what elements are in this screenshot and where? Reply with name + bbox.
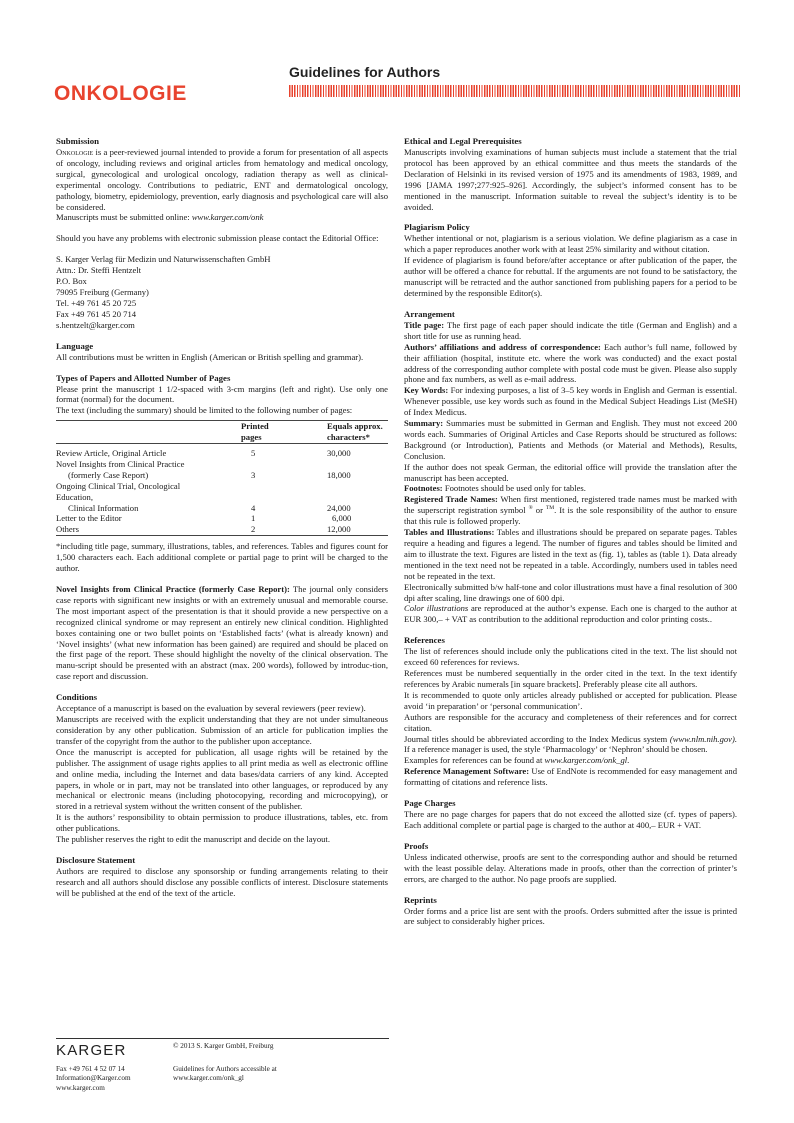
affiliations-rule: Authors’ affiliations and address of correspondence: Each author’s full name, followed by their affiliation (hospital, institute etc. where the work was conducted) and the exact postal address of the corresponding author complete with postal code must be given. Please also supply phone and fax numbers, as well as e-mail address.: [404, 341, 737, 385]
footer-contact: [56, 1065, 131, 1093]
address-line: Fax +49 761 45 20 714: [56, 308, 137, 319]
table-row: Letter to the Editor 1 6,000: [56, 513, 352, 524]
submission-body: Onkologie is a peer-reviewed journal intended to provide a forum for presentation of all aspects of oncology, including reviews and original articles from hematology and medical oncology, surgical, gynecological and urological oncology, radiation therapy as well as clinical-experimental oncology. Contributions to pediatric, ENT and dermatological oncology, pathology, biometry, epidemiology, prevention, early diagnosis and psychological care will also be considered.: [56, 147, 388, 212]
footer-fax: Fax +49 761 4 52 07 14: [56, 1065, 125, 1073]
submission-problems: Should you have any problems with electronic submission please contact the Editorial Office:: [56, 233, 379, 244]
registered-symbol: ®: [528, 505, 533, 512]
table-row: Review Article, Original Article 5 30,000: [56, 448, 351, 459]
types-body-1: Please print the manuscript 1 1/2-spaced with 3-cm margins (left and right). Use only one format (normal) for the document.: [56, 383, 388, 405]
proofs-heading: Proofs: [404, 840, 429, 851]
karger-logo: KARGER: [56, 1042, 127, 1059]
address-email-link[interactable]: s.hentzelt@karger.com: [56, 319, 135, 330]
address-line: Tel. +49 761 45 20 725: [56, 297, 137, 308]
footer-website-link[interactable]: www.karger.com: [56, 1083, 105, 1092]
conditions-heading: Conditions: [56, 692, 98, 703]
submission-online: Manuscripts must be submitted online: www.karger.com/onk: [56, 212, 264, 223]
pages-table: [56, 420, 388, 536]
plagiarism-body-1: Whether intentional or not, plagiarism is a serious violation. We define plagiarism as a case in which a paper reproduces another work with at least 25% similarity and without citation.: [404, 233, 737, 255]
color-illustrations-rule: Color illustrations are reproduced at the author’s expense. Each one is charged to the author at EUR 300,– + VAT as contribution to the additional reproduction and color printing costs..: [404, 603, 737, 625]
submission-url-link[interactable]: www.karger.com/onk: [191, 212, 264, 223]
charges-body: There are no page charges for papers that do not exceed the allotted size (cf. types of papers). Each additional complete or partial page is charged to the author at 400,– EUR + VAT.: [404, 809, 737, 830]
types-footnote: *including title page, summary, illustrations, tables, and references. Tables and figures count for 1,500 characters each. Each additional complete or partial page to print will be charged to the author.: [56, 541, 388, 574]
journal-name: Onkologie: [56, 147, 94, 157]
plagiarism-heading: Plagiarism Policy: [404, 222, 470, 233]
col-header-pages: Printed pages: [241, 421, 269, 443]
tables-illustrations-rule: Tables and Illustrations: Tables and illustrations should be prepared on separate pages. Tables require a heading and figures a legend. The number of figures and tables should be limited and aim to illustrate the text. Figures are listed in the text as (fig. 1), tables as (table 1). Data already mentioned in the text need not be repeated in a table. Accordingly, numbers used in tables need not be repeated in the text.: [404, 527, 737, 581]
address-line: 79095 Freiburg (Germany): [56, 286, 149, 297]
types-body-2: The text (including the summary) should be limited to the following number of pages:: [56, 405, 353, 416]
table-row: Novel Insights from Clinical Practice (formerly Case Report) 3 18,000: [56, 458, 351, 480]
charges-heading: Page Charges: [404, 798, 456, 809]
ethical-body: Manuscripts involving examinations of human subjects must include a statement that the trial protocol has been approved by an ethical committee and thus meets the standards of the Declaration of Helsinki in its revised version of 1975 and its amendments of 1983, 1989, and 1996 [JAMA 1997;277:925–926]. Accordingly, the subject’s informed consent has to be mentioned in the manuscript. Information suitable to reveal the subject’s identity is to be avoided.: [404, 147, 737, 212]
language-body: All contributions must be written in English (American or British spelling and grammar).: [56, 351, 364, 362]
footer-guidelines-link[interactable]: www.karger.com/onk_gl: [173, 1074, 244, 1083]
references-paragraph: The list of references should include only the publications cited in the text. The list should not exceed 60 references for reviews.: [404, 646, 737, 668]
address-line: S. Karger Verlag für Medizin und Naturwissenschaften GmbH: [56, 254, 271, 265]
table-row: Others 2 12,000: [56, 524, 351, 535]
reprints-body: Order forms and a price list are sent with the proofs. Orders submitted after the issue is printed are subject to considerably higher prices.: [404, 905, 737, 927]
nlm-link[interactable]: (www.nlm.nih.gov).: [669, 733, 737, 744]
references-paragraph: References must be numbered sequentially in the order cited in the text. In the text identify references by Arabic numerals [in square brackets]. Preferably please cite all authors.: [404, 668, 737, 689]
conditions-paragraph: It is the authors’ responsibility to obtain permission to produce illustrations, tables, etc. from other publications.: [56, 812, 388, 834]
left-column: [56, 136, 388, 899]
novel-insights: Novel Insights from Clinical Practice (formerly Case Report): The journal only considers case reports with significant new insights or with an extremely unusual and memorable course. The most important aspect of the presentation is that it should provide a new perspective on a recognized clinical syndrome or may represent an entirely new clinical condition. Highlighted boxes containing one or two bullet points on ‘Established facts’ (what is already known) and ‘Novel insights’ (what new information has been gained) are required and should be placed on the first page of the report. These should highlight the novelty of the clinical observation. The manu-script should be presented with an abstract (max. 200 words), followed by introduc-tion, case report and discussion.: [56, 584, 388, 682]
footer-copyright: © 2013 S. Karger GmbH, Freiburg: [173, 1042, 274, 1050]
language-heading: Language: [56, 340, 94, 351]
conditions-paragraph: Once the manuscript is accepted for publication, all usage rights will be retained by the publisher. The assignment of usage rights applies to all print media as well as electronic offline and online media, including the Internet and data bases/data carriers of any kind. Accepted papers, in whole or in part, may not be translated into other languages, or reproduced by any mechanical or electronic means (including photocopying, recording and microcopying), or stored in a retrieval system without the written consent of the publisher.: [56, 746, 388, 812]
address-line: Attn.: Dr. Steffi Hentzelt: [56, 265, 142, 276]
arrangement-heading: Arrangement: [404, 308, 455, 319]
submission-heading: Submission: [56, 136, 100, 146]
reprints-heading: Reprints: [404, 894, 437, 905]
trademark-symbol: TM: [545, 505, 555, 512]
col-header-chars: Equals approx. characters*: [327, 421, 383, 443]
electronic-illustrations-rule: Electronically submitted b/w half-tone and color illustrations must have a final resolution of 300 dpi after scaling, line drawings one of 600 dpi.: [404, 581, 737, 603]
references-paragraph: Examples for references can be found at www.karger.com/onk_gl.: [404, 755, 630, 766]
german-translation-note: If the author does not speak German, the editorial office will provide the translation after the manuscript has been accepted.: [404, 461, 737, 483]
conditions-paragraph: Manuscripts are received with the explicit understanding that they are not under simultaneous consideration by any other publication. Submission of an article for publication implies the transfer of the copyright from the author to the publisher upon acceptance.: [56, 714, 388, 746]
conditions-paragraph: Acceptance of a manuscript is based on the evaluation by several reviewers (peer review).: [56, 703, 366, 714]
plagiarism-body-2: If evidence of plagiarism is found before/after acceptance or after publication of the paper, the author will be offered a chance for rebuttal. If the arguments are not found to be satisfactory, the manuscript will be retracted and the author sanctioned from publishing papers for a period to be determined by the responsible Editor(s).: [404, 255, 737, 298]
references-paragraph: It is recommended to quote only articles already published or accepted for publication. Please avoid ‘in preparation’ or ‘personal communication’.: [404, 689, 737, 711]
key-words-rule: Key Words: For indexing purposes, a list of 3–5 key words in English and German is essential. Whenever possible, use key words such as found in the Medical Subject Headings List (MeSH) of Index Medicus.: [404, 385, 737, 418]
guidelines-link[interactable]: www.karger.com/onk_gl: [544, 755, 628, 766]
disclosure-body: Authors are required to disclose any sponsorship or funding arrangements relating to their research and all authors should disclose any possible conflicts of interest. Disclosure statements will be published at the end of the text of the article.: [56, 865, 388, 898]
references-heading: References: [404, 635, 445, 646]
references-paragraph: Authors are responsible for the accuracy and completeness of their references and for correct citation.: [404, 711, 737, 733]
footnotes-rule: Footnotes: Footnotes should be used only for tables.: [404, 483, 586, 494]
reference-software-rule: Reference Management Software: Use of EndNote is recommended for easy management and formatting of citations and reference lists.: [404, 766, 737, 788]
trade-names-rule: Registered Trade Names: When first mentioned, registered trade names must be marked with the superscript registration symbol ® or ™. It is the sole responsibility of the author to ensure that this rule is followed properly.: [404, 494, 737, 527]
footer-access: [173, 1065, 277, 1084]
proofs-body: Unless indicated otherwise, proofs are sent to the corresponding author and should be returned with the least possible delay. Alterations made in proofs, other than the correction of printer’s errors, are charged to the author. No page proofs are supplied.: [404, 851, 737, 884]
conditions-paragraph: The publisher reserves the right to edit the manuscript and decide on the layout.: [56, 834, 330, 845]
footer-access-label: Guidelines for Authors accessible at: [173, 1065, 277, 1073]
summary-rule: Summary: Summaries must be submitted in German and English. They must not exceed 200 words each. Summaries of Original Articles and Case Reports should be structured as follows: Background (or Introduction), Patients and Methods (or Material and Methods), Results, Conclusion.: [404, 418, 737, 461]
disclosure-heading: Disclosure Statement: [56, 854, 136, 865]
header-hatch-bar: [289, 85, 740, 97]
title-page-rule: Title page: The first page of each paper should indicate the title (German and English) and a short title for use as running head.: [404, 319, 737, 341]
types-heading: Types of Papers and Allotted Number of Pages: [56, 372, 231, 383]
page-title: Guidelines for Authors: [289, 64, 441, 80]
table-row: Ongoing Clinical Trial, Oncological Education, Clinical Information 4 24,000: [56, 480, 351, 513]
address-line: P.O. Box: [56, 276, 87, 287]
right-column: [404, 136, 737, 927]
footer-divider: [56, 1038, 389, 1039]
references-paragraph: Journal titles should be abbreviated according to the Index Medicus system (www.nlm.nih.gov). If a reference manager is used, the style ‘Pharmacology’ or ‘Nephron’ should be chosen.: [404, 733, 737, 755]
footer-email-link[interactable]: Information@Karger.com: [56, 1074, 131, 1083]
ethical-heading: Ethical and Legal Prerequisites: [404, 136, 522, 146]
journal-logo: ONKOLOGIE: [54, 82, 187, 105]
